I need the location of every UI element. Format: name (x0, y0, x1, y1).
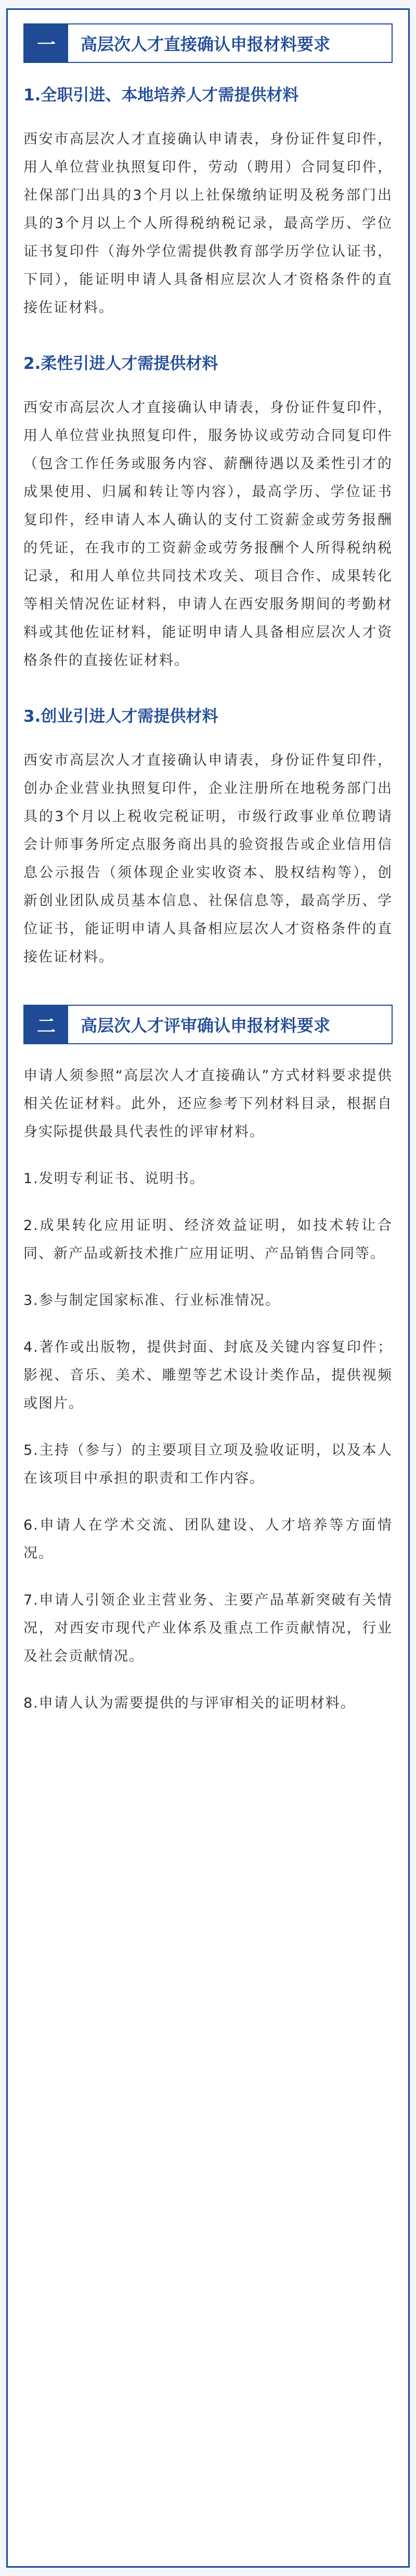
section-2-header (23, 1005, 393, 1044)
section-1-title: 高层次人才直接确认申报材料要求 (81, 34, 331, 54)
section-2-intro: 申请人须参照“高层次人才直接确认”方式材料要求提供相关佐证材料。此外，还应参考下列材料目录，根据自身实际提供最具代表性的评审材料。 (23, 1068, 393, 1140)
section-2-number: 二 (24, 1006, 68, 1043)
list-item: 4.著作或出版物，提供封面、封底及关键内容复印件；影视、音乐、美术、雕塑等艺术设计类作品，提供视频或图片。 (23, 1339, 393, 1412)
list-item: 2.成果转化应用证明、经济效益证明，如技术转让合同、新产品或新技术推广应用证明、产品销售合同等。 (23, 1217, 393, 1262)
document-frame (6, 8, 410, 2568)
list-item: 5.主持（参与）的主要项目立项及验收证明，以及本人在该项目中承担的职责和工作内容。 (23, 1442, 393, 1486)
list-item: 8.申请人认为需要提供的与评审相关的证明材料。 (23, 1695, 356, 1711)
subsection-2 (23, 349, 393, 675)
subsection-3 (23, 702, 393, 971)
section-1-header (23, 23, 393, 63)
subsection-2-body: 西安市高层次人才直接确认申请表，身份证件复印件，用人单位营业执照复印件，服务协议或劳动合同复印件（包含工作任务或服务内容、薪酬待遇以及柔性引才的成果使用、归属和转让等内容），最高学历、学位证书复印件，经申请人本人确认的支付工资薪金或劳务报酬的凭证，在我市的工资薪金或劳务报酬个人所得税纳税记录，和用人单位共同技术攻关、项目合作、成果转化等相关情况佐证材料，申请人在西安服务期间的考勤材料或其他佐证材料，能证明申请人具备相应层次人才资格条件的直接佐证材料。 (23, 400, 393, 669)
list-item: 1.发明专利证书、说明书。 (23, 1171, 205, 1187)
subsection-2-title: 2.柔性引进人才需提供材料 (23, 354, 218, 373)
list-item: 6.申请人在学术交流、团队建设、人才培养等方面情况。 (23, 1517, 393, 1561)
subsection-1-body: 西安市高层次人才直接确认申请表，身份证件复印件，用人单位营业执照复印件，劳动（聘用）合同复印件，社保部门出具的3个月以上社保缴纳证明及税务部门出具的3个月以上个人所得税纳税记录，最高学历、学位证书复印件（海外学位需提供教育部学历学位认证书，下同），能证明申请人具备相应层次人才资格条件的直接佐证材料。 (23, 131, 393, 316)
subsection-1 (23, 81, 393, 322)
section-2-title: 高层次人才评审确认申报材料要求 (81, 1016, 331, 1035)
list-item: 7.申请人引领企业主营业务、主要产品革新突破有关情况，对西安市现代产业体系及重点工作贡献情况，行业及社会贡献情况。 (23, 1592, 393, 1664)
material-list (23, 1165, 393, 1718)
list-item: 3.参与制定国家标准、行业标准情况。 (23, 1292, 280, 1309)
subsection-1-title: 1.全职引进、本地培养人才需提供材料 (23, 86, 299, 105)
section-1-number: 一 (24, 24, 68, 62)
subsection-3-title: 3.创业引进人才需提供材料 (23, 707, 218, 726)
subsection-3-body: 西安市高层次人才直接确认申请表，身份证件复印件，创办企业营业执照复印件，企业注册所在地税务部门出具的3个月以上税收完税证明，市级行政事业单位聘请会计师事务所定点服务商出具的验资报告或企业信用信息公示报告（须体现企业实收资本、股权结构等），创新创业团队成员基本信息、社保信息等，最高学历、学位证书，能证明申请人具备相应层次人才资格条件的直接佐证材料。 (23, 752, 393, 965)
